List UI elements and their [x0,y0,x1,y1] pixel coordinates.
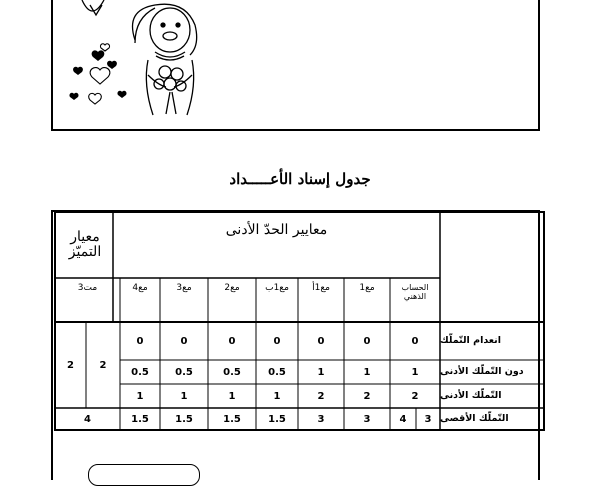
col-mental: الحساب الذهني [401,283,429,301]
col-m4: مع4 [132,283,148,293]
rounded-label-box [88,464,200,486]
col-m3: مع3 [176,283,192,293]
col-m1a: مع1أ [312,283,330,293]
cell-r2-m4: 1 [136,390,144,402]
cell-r3-m1a: 3 [317,413,325,425]
cell-r0-m1b: 0 [273,335,281,347]
page-title: جدول إسناد الأعـــــداد [229,170,371,188]
cell-r3-m1: 3 [363,413,371,425]
cell-r1-m1b: 0.5 [268,366,286,378]
row-label-max: التّملّك الأقصى [440,412,509,424]
excellence-right: 2 [99,359,107,371]
cell-r1-m1a: 1 [317,366,325,378]
excellence-left: 2 [67,359,74,371]
cell-r0-m1: 0 [363,335,371,347]
cell-r1-m4: 0.5 [131,366,149,378]
cell-r0-m2: 0 [228,335,236,347]
cell-r2-mental: 2 [411,390,419,402]
cell-r0-m1a: 0 [317,335,325,347]
cell-r3-m4: 1.5 [131,413,149,425]
cell-r3-m2: 1.5 [223,413,241,425]
cell-r0-m3: 0 [180,335,188,347]
header-minimum: معايير الحدّ الأدنى [225,222,328,239]
col-m2: مع2 [224,283,240,293]
cell-r2-m1a: 2 [317,390,325,402]
cell-r2-m1b: 1 [273,390,281,402]
cell-r2-m3: 1 [180,390,188,402]
col-mt3: مت3 [77,283,98,293]
cell-r1-m1: 1 [363,366,371,378]
cell-r1-m3: 0.5 [175,366,193,378]
cell-r1-mental: 1 [411,366,419,378]
col-m1: مع1 [359,283,375,293]
header-excellence: معيار التميّز [68,228,102,260]
cell-r0-mental: 0 [411,335,419,347]
row-label-below-min: دون التّملّك الأدنى [440,365,524,377]
cell-r3-m1b: 1.5 [268,413,286,425]
cell-r2-m2: 1 [228,390,236,402]
cell-r2-m1: 2 [363,390,371,402]
cell-r1-m2: 0.5 [223,366,241,378]
cell-r3-excellence: 4 [84,413,91,425]
cell-r3-m3: 1.5 [175,413,193,425]
cell-r0-m4: 0 [136,335,144,347]
col-m1b: مع1ب [265,283,289,293]
cell-r3-mental-a: 3 [424,413,432,425]
row-label-none: انعدام التّملّك [440,334,501,346]
row-label-min: التّملّك الأدنى [440,389,502,401]
cell-r3-mental-b: 4 [399,413,407,425]
